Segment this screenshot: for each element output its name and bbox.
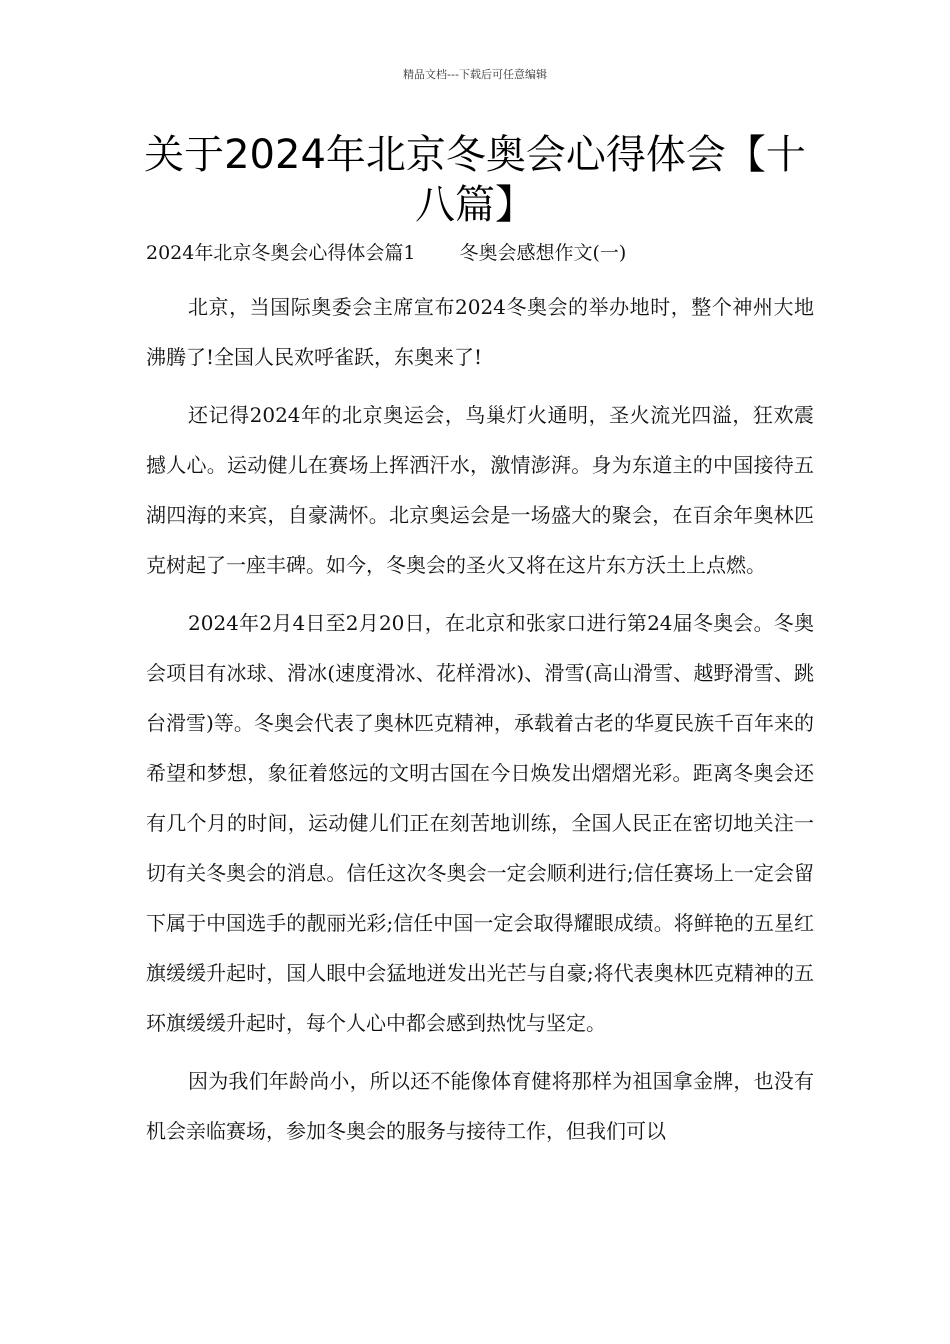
paragraph-1: 北京，当国际奥委会主席宣布2024冬奥会的举办地时，整个神州大地沸腾了!全国人民欢呼雀跃，东奥来了! [146,295,814,369]
header-note: 精品文档---下载后可任意编辑 [403,68,547,81]
document-title: 关于2024年北京冬奥会心得体会【十八篇】 [144,132,806,228]
subheading-part-2: 冬奥会感想作文(一) [459,242,627,264]
section-subheading [146,240,816,266]
paragraph-2: 还记得2024年的北京奥运会，鸟巢灯火通明，圣火流光四溢，狂欢震撼人心。运动健儿在赛场上挥洒汗水，激情澎湃。身为东道主的中国接待五湖四海的来宾，自豪满怀。北京奥运会是一场盛大的聚会，在百余年奥林匹克树起了一座丰碑。如今，冬奥会的圣火又将在这片东方沃土上点燃。 [146,403,814,577]
body-text [146,282,814,1164]
paragraph-4: 因为我们年龄尚小，所以还不能像体育健将那样为祖国拿金牌，也没有机会亲临赛场，参加冬奥会的服务与接待工作，但我们可以 [146,1069,814,1143]
paragraph-3: 2024年2月4日至2月20日，在北京和张家口进行第24届冬奥会。冬奥会项目有冰球、滑冰(速度滑冰、花样滑冰)、滑雪(高山滑雪、越野滑雪、跳台滑雪)等。冬奥会代表了奥林匹克精神，承载着古老的华夏民族千百年来的希望和梦想，象征着悠远的文明古国在今日焕发出熠熠光彩。距离冬奥会还有几个月的时间，运动健儿们正在刻苦地训练，全国人民正在密切地关注一切有关冬奥会的消息。信任这次冬奥会一定会顺利进行;信任赛场上一定会留下属于中国选手的靓丽光彩;信任中国一定会取得耀眼成绩。将鲜艳的五星红旗缓缓升起时，国人眼中会猛地迸发出光芒与自豪;将代表奥林匹克精神的五环旗缓缓升起时，每个人心中都会感到热忱与坚定。 [146,611,814,1035]
subheading-part-1: 2024年北京冬奥会心得体会篇1 [146,242,416,264]
